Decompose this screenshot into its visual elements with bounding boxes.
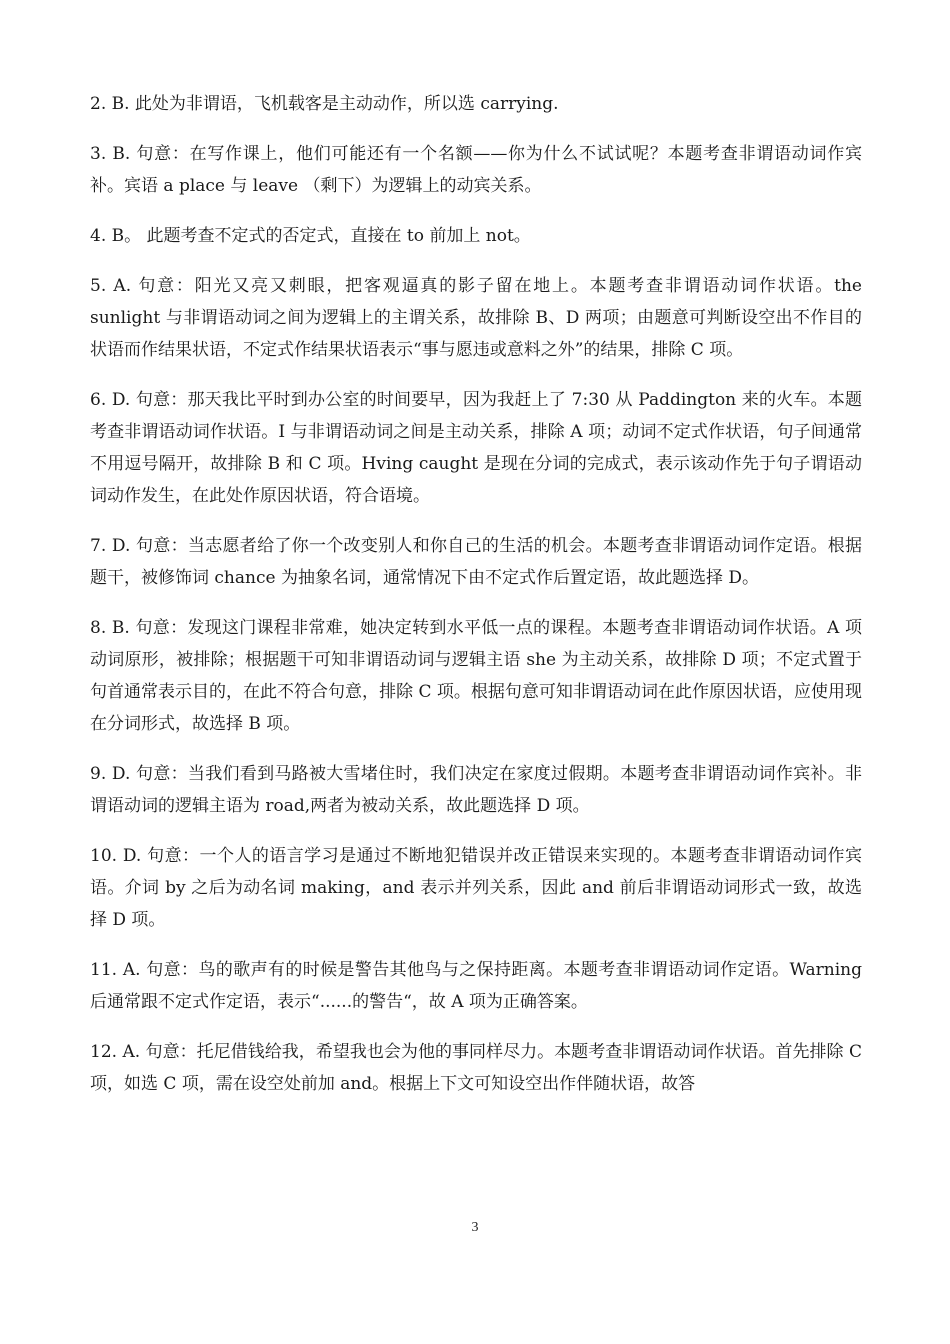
- answer-3: 3. B. 句意：在写作课上，他们可能还有一个名额——你为什么不试试呢？本题考查非谓语动词作宾补。宾语 a place 与 leave （剩下）为逻辑上的动宾关系。: [90, 144, 862, 196]
- answer-9: 9. D. 句意：当我们看到马路被大雪堵住时，我们决定在家度过假期。本题考查非谓语动词作宾补。非谓语动词的逻辑主语为 road,两者为被动关系，故此题选择 D 项。: [90, 764, 863, 816]
- answer-4: 4. B。 此题考查不定式的否定式，直接在 to 前加上 not。: [90, 226, 531, 246]
- answer-10: 10. D. 句意：一个人的语言学习是通过不断地犯错误并改正错误来实现的。本题考查非谓语动词作宾语。介词 by 之后为动名词 making，and 表示并列关系，因此 and 前后非谓语动词形式一致，故选择 D 项。: [90, 846, 862, 930]
- answer-11: 11. A. 句意：鸟的歌声有的时候是警告其他鸟与之保持距离。本题考查非谓语动词作定语。Warning 后通常跟不定式作定语，表示“......的警告“，故 A 项为正确答案。: [90, 960, 862, 1012]
- answer-6: 6. D. 句意：那天我比平时到办公室的时间要早，因为我赶上了 7:30 从 Paddington 来的火车。本题考查非谓语动词作状语。I 与非谓语动词之间是主动关系，排除 A 项；动词不定式作状语，句子间通常不用逗号隔开，故排除 B 和 C 项。Hving caught 是现在分词的完成式，表示该动作先于句子谓语动词动作发生，在此处作原因状语，符合语境。: [90, 390, 862, 506]
- answer-2: 2. B. 此处为非谓语，飞机载客是主动动作，所以选 carrying.: [90, 94, 559, 114]
- answer-5: 5. A. 句意：阳光又亮又刺眼，把客观逼真的影子留在地上。本题考查非谓语动词作状语。the sunlight 与非谓语动词之间为逻辑上的主谓关系，故排除 B、D 两项；由题意可判断设空出不作目的状语而作结果状语，不定式作结果状语表示“事与愿违或意料之外”的结果，排除 C 项。: [90, 276, 862, 360]
- answer-12: 12. A. 句意：托尼借钱给我，希望我也会为他的事同样尽力。本题考查非谓语动词作状语。首先排除 C 项，如选 C 项，需在设空处前加 and。根据上下文可知设空出作伴随状语，故答: [90, 1042, 862, 1094]
- answer-7: 7. D. 句意：当志愿者给了你一个改变别人和你自己的生活的机会。本题考查非谓语动词作定语。根据题干，被修饰词 chance 为抽象名词，通常情况下由不定式作后置定语，故此题选择 D。: [90, 536, 863, 588]
- answer-list: [90, 88, 862, 1118]
- answer-8: 8. B. 句意：发现这门课程非常难，她决定转到水平低一点的课程。本题考查非谓语动词作状语。A 项动词原形，被排除；根据题干可知非谓语动词与逻辑主语 she 为主动关系，故排除 D 项；不定式置于句首通常表示目的，在此不符合句意，排除 C 项。根据句意可知非谓语动词在此作原因状语，应使用现在分词形式，故选择 B 项。: [90, 618, 862, 734]
- page-number: 3: [471, 1220, 479, 1235]
